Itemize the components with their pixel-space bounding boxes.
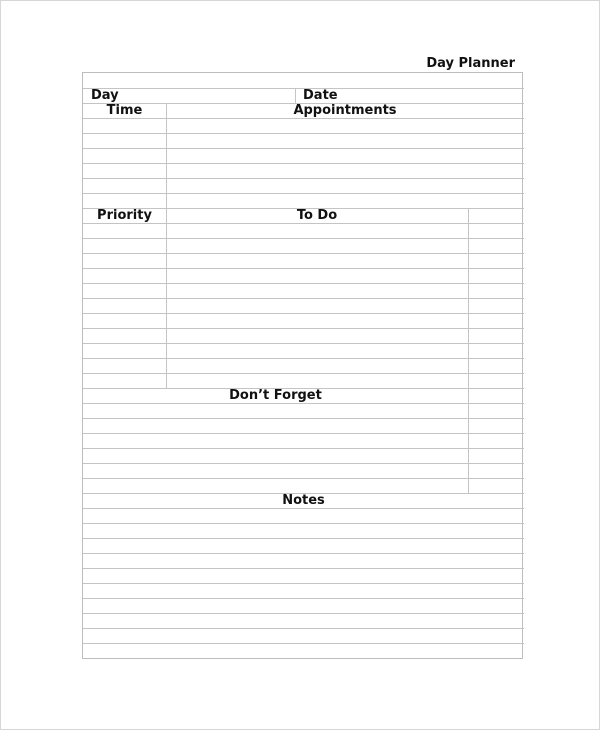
ruled-line	[83, 598, 524, 599]
ruled-line	[83, 223, 524, 224]
ruled-line	[83, 238, 524, 239]
ruled-line	[83, 568, 524, 569]
ruled-line	[83, 448, 524, 449]
date-label: Date	[303, 88, 338, 103]
ruled-line	[83, 613, 524, 614]
column-divider	[468, 208, 469, 493]
ruled-line	[83, 343, 524, 344]
ruled-line	[83, 583, 524, 584]
ruled-line	[83, 538, 524, 539]
ruled-line	[83, 508, 524, 509]
ruled-line	[83, 133, 524, 134]
ruled-line	[83, 418, 524, 419]
page-title: Day Planner	[426, 56, 515, 71]
time-header: Time	[106, 103, 143, 118]
priority-header: Priority	[97, 208, 152, 223]
day-label: Day	[91, 88, 119, 103]
ruled-line	[83, 163, 524, 164]
ruled-line	[83, 553, 524, 554]
ruled-line	[83, 253, 524, 254]
ruled-line	[83, 268, 524, 269]
appointments-header: Appointments	[293, 103, 397, 118]
ruled-line	[83, 298, 524, 299]
column-divider	[295, 88, 296, 103]
ruled-line	[83, 148, 524, 149]
ruled-line	[83, 283, 524, 284]
ruled-line	[83, 463, 524, 464]
ruled-line	[83, 433, 524, 434]
ruled-line	[83, 328, 524, 329]
ruled-line	[83, 643, 524, 644]
ruled-line	[83, 193, 524, 194]
ruled-line	[83, 478, 524, 479]
dont-forget-header: Don’t Forget	[229, 388, 322, 403]
ruled-line	[83, 313, 524, 314]
notes-header: Notes	[282, 493, 325, 508]
todo-header: To Do	[296, 208, 338, 223]
ruled-line	[83, 178, 524, 179]
ruled-line	[83, 628, 524, 629]
ruled-line	[83, 373, 524, 374]
ruled-line	[83, 523, 524, 524]
column-divider	[166, 103, 167, 388]
ruled-line	[83, 358, 524, 359]
ruled-line	[83, 118, 524, 119]
planner-form	[82, 72, 523, 659]
ruled-line	[83, 403, 524, 404]
